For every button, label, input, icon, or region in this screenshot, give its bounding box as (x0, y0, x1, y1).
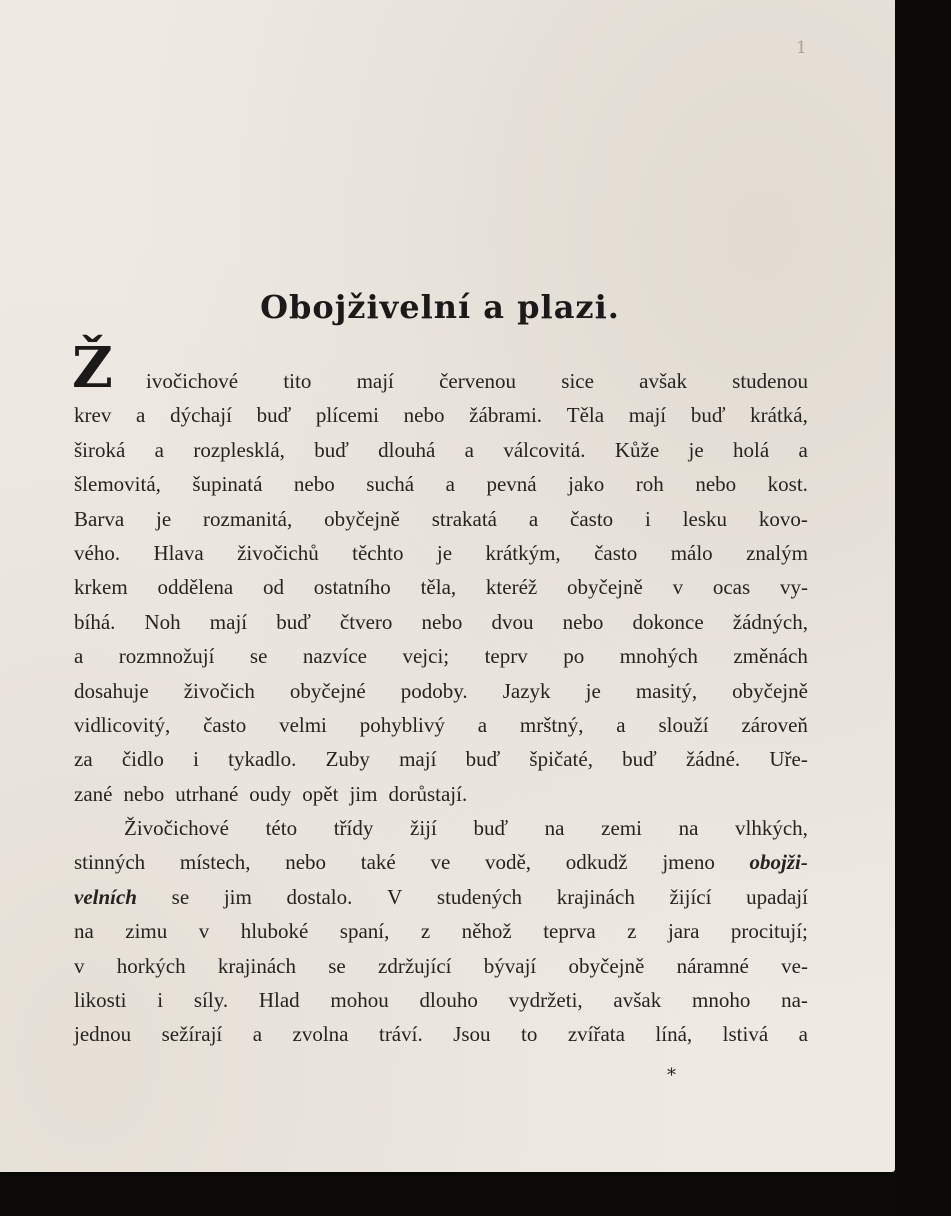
page-number-marker: 1 (796, 38, 807, 58)
word: dlouhá (378, 437, 436, 462)
word: dokonce (632, 609, 704, 634)
word: málo (670, 540, 713, 565)
word: Jsou (453, 1022, 491, 1047)
word: na (74, 919, 94, 944)
word: jara (667, 919, 700, 944)
word: lesku (682, 506, 728, 531)
word: zvolna (292, 1022, 349, 1047)
word: v (198, 919, 210, 944)
text-line (74, 914, 808, 948)
word: obyčejně (732, 678, 808, 703)
word: suchá (366, 472, 415, 497)
word: se (249, 644, 268, 669)
word: žijící (669, 884, 712, 909)
word: těchto (352, 540, 404, 565)
word: zimu (125, 919, 168, 944)
word: ivočichové (146, 369, 239, 393)
word: avšak (639, 369, 687, 393)
word: Živočichové (124, 816, 229, 841)
word: a (464, 437, 474, 462)
word: červenou (439, 369, 517, 393)
word: buď (256, 403, 292, 428)
word: jim (223, 884, 252, 909)
word: jednou (74, 1022, 132, 1047)
word: v (74, 953, 85, 978)
word: nebo (285, 850, 327, 875)
word: znalým (746, 540, 808, 565)
word: živočichů (237, 540, 319, 565)
word: mohou (330, 988, 389, 1013)
text-line (74, 777, 808, 811)
text-line (74, 880, 808, 914)
word: vodě, (484, 850, 532, 875)
word: živočich (183, 678, 255, 703)
word: V (387, 884, 403, 909)
word: z (420, 919, 431, 944)
word: vidlicovitý, (74, 712, 171, 737)
word: oddělena (157, 575, 234, 600)
word: zároveň (741, 712, 808, 737)
word: mají (399, 747, 437, 772)
word: roh (635, 472, 664, 497)
word: obyčejně (568, 953, 645, 978)
word: obojži- (749, 850, 808, 875)
word: síly. (193, 988, 229, 1013)
word: je (585, 678, 601, 703)
word: stinných (74, 850, 146, 875)
word: a (74, 644, 84, 669)
word: rozplesklá, (193, 437, 285, 462)
word: procitují; (730, 919, 808, 944)
word: čtvero (339, 609, 393, 634)
word: Hlad (258, 988, 300, 1013)
word: vého. (74, 540, 121, 565)
word: velmi (279, 712, 327, 737)
word: studenou (732, 369, 808, 393)
word: kovo- (758, 506, 808, 531)
word: a (798, 437, 808, 462)
word: třídy (333, 816, 374, 841)
word: často (594, 540, 638, 565)
word: jim (349, 781, 378, 806)
word: na (678, 816, 699, 841)
word: také (360, 850, 396, 875)
word: opět (302, 781, 339, 806)
word: vlhkých, (735, 816, 808, 841)
text-line (74, 811, 808, 845)
word: nebo (562, 609, 604, 634)
text-line (74, 467, 808, 501)
word: avšak (613, 988, 662, 1013)
word: spaní, (339, 919, 390, 944)
word: teprv (484, 644, 528, 669)
word: krátkým, (485, 540, 561, 565)
word: náramné (676, 953, 749, 978)
word: dorůstají. (388, 781, 468, 806)
text-line (74, 983, 808, 1017)
word: a (252, 1022, 263, 1047)
word: podoby. (400, 678, 468, 703)
text-line (74, 845, 808, 879)
word: se (328, 953, 346, 978)
word: obyčejně (324, 506, 400, 531)
word: dosahuje (74, 678, 149, 703)
word: ocas (712, 575, 751, 600)
word: zdržující (378, 953, 452, 978)
word: likosti (74, 988, 127, 1013)
word: šupinatá (192, 472, 263, 497)
word: je (156, 506, 172, 531)
word: a (798, 1022, 808, 1047)
word: krev (74, 403, 112, 428)
word: v (672, 575, 684, 600)
word: Těla (566, 403, 605, 428)
word: místech, (179, 850, 251, 875)
word: krajinách (556, 884, 635, 909)
word: kost. (767, 472, 808, 497)
word: ostatního (313, 575, 391, 600)
word: to (521, 1022, 538, 1047)
word: i (193, 747, 199, 772)
word: vejci; (402, 644, 450, 669)
word: změnách (733, 644, 808, 669)
word: často (570, 506, 614, 531)
word: na- (781, 988, 808, 1013)
signature-mark: * (667, 1065, 676, 1086)
text-line (74, 536, 808, 570)
word: oudy (249, 781, 292, 806)
word: a (154, 437, 164, 462)
word: lstivá (722, 1022, 769, 1047)
word: zané (74, 781, 113, 806)
word: válcovitá. (503, 437, 586, 462)
word: mnoho (692, 988, 751, 1013)
word: zemi (601, 816, 642, 841)
word: tito (283, 369, 312, 393)
word: buď (473, 816, 509, 841)
word: Hlava (153, 540, 204, 565)
word: krajinách (217, 953, 296, 978)
word: čidlo (121, 747, 164, 772)
word: po (563, 644, 585, 669)
text-line (74, 1017, 808, 1051)
word: mnohých (619, 644, 698, 669)
word: žádných, (732, 609, 808, 634)
word: žádné. (685, 747, 741, 772)
word: této (265, 816, 298, 841)
word: dvou (491, 609, 534, 634)
word: obyčejné (289, 678, 366, 703)
word: buď (690, 403, 726, 428)
word: hluboké (240, 919, 309, 944)
word: Uře- (769, 747, 808, 772)
text-line (74, 605, 808, 639)
word: často (203, 712, 247, 737)
word: teprva (543, 919, 596, 944)
word: je (688, 437, 704, 462)
word: šlemovitá, (74, 472, 161, 497)
word: odkudž (565, 850, 628, 875)
section-heading: Obojživelní a plazi. (260, 288, 620, 326)
word: obyčejně (567, 575, 643, 600)
word: bývají (483, 953, 537, 978)
word: a (445, 472, 455, 497)
word: kteréž (485, 575, 538, 600)
word: nebo (421, 609, 463, 634)
text-line (74, 742, 808, 776)
word: ve (430, 850, 451, 875)
word: na (544, 816, 565, 841)
word: je (436, 540, 453, 565)
word: i (645, 506, 651, 531)
word: nebo (695, 472, 737, 497)
word: od (263, 575, 285, 600)
word: Noh (144, 609, 181, 634)
word: mají (209, 609, 248, 634)
drop-cap-letter: Ž (72, 335, 113, 401)
word: mají (356, 369, 394, 393)
word: pohyblivý (359, 712, 445, 737)
word: mrštný, (519, 712, 584, 737)
word: buď (622, 747, 657, 772)
text-line (74, 433, 808, 467)
word: pevná (486, 472, 537, 497)
word: masitý, (635, 678, 698, 703)
text-line (74, 570, 808, 604)
word: i (157, 988, 164, 1013)
text-line (74, 708, 808, 742)
word: nazvíce (302, 644, 367, 669)
word: Zuby (325, 747, 370, 772)
word: žábrami. (469, 403, 543, 428)
text-line (74, 398, 808, 432)
word: se (171, 884, 190, 909)
text-line (74, 639, 808, 673)
word: sice (561, 369, 594, 393)
word: dlouho (419, 988, 478, 1013)
word: těla, (420, 575, 457, 600)
word: za (74, 747, 93, 772)
word: buď (465, 747, 501, 772)
word: horkých (116, 953, 186, 978)
word: tykadlo. (228, 747, 297, 772)
text-line (74, 674, 808, 708)
word: bíhá. (74, 609, 116, 634)
word: studených (436, 884, 523, 909)
word: líná, (655, 1022, 693, 1047)
word: rozmanitá, (203, 506, 293, 531)
word: a (136, 403, 146, 428)
word: nebo (403, 403, 445, 428)
word: a (616, 712, 626, 737)
word: nebo (293, 472, 335, 497)
word: Kůže (614, 437, 660, 462)
text-line (74, 364, 808, 398)
word: plícemi (315, 403, 379, 428)
word: vy- (779, 575, 808, 600)
word: dýchají (170, 403, 232, 428)
word: a (477, 712, 488, 737)
word: velních (74, 884, 137, 909)
word: ve- (781, 953, 808, 978)
word: jako (568, 472, 605, 497)
word: nebo (123, 781, 165, 806)
word: a (528, 506, 539, 531)
word: dostalo. (286, 884, 353, 909)
word: slouží (658, 712, 709, 737)
word: krkem (74, 575, 128, 600)
word: z (627, 919, 637, 944)
word: strakatá (431, 506, 497, 531)
word: špičaté, (529, 747, 593, 772)
word: mají (628, 403, 667, 428)
word: Barva (74, 506, 125, 531)
word: jmeno (662, 850, 715, 875)
word: sežírají (161, 1022, 223, 1047)
word: žijí (410, 816, 437, 841)
word: rozmnožují (118, 644, 215, 669)
word: utrhané (175, 781, 239, 806)
body-text (74, 364, 808, 1052)
word: krátká, (750, 403, 808, 428)
word: široká (74, 437, 126, 462)
word: holá (733, 437, 770, 462)
word: něhož (461, 919, 512, 944)
word: zvířata (567, 1022, 625, 1047)
scan-background-edge (895, 0, 951, 1216)
word: tráví. (378, 1022, 423, 1047)
word: upadají (746, 884, 808, 909)
word: buď (276, 609, 311, 634)
word: Jazyk (502, 678, 551, 703)
word: vydržeti, (508, 988, 583, 1013)
word: buď (314, 437, 349, 462)
text-line (74, 502, 808, 536)
text-line (74, 949, 808, 983)
